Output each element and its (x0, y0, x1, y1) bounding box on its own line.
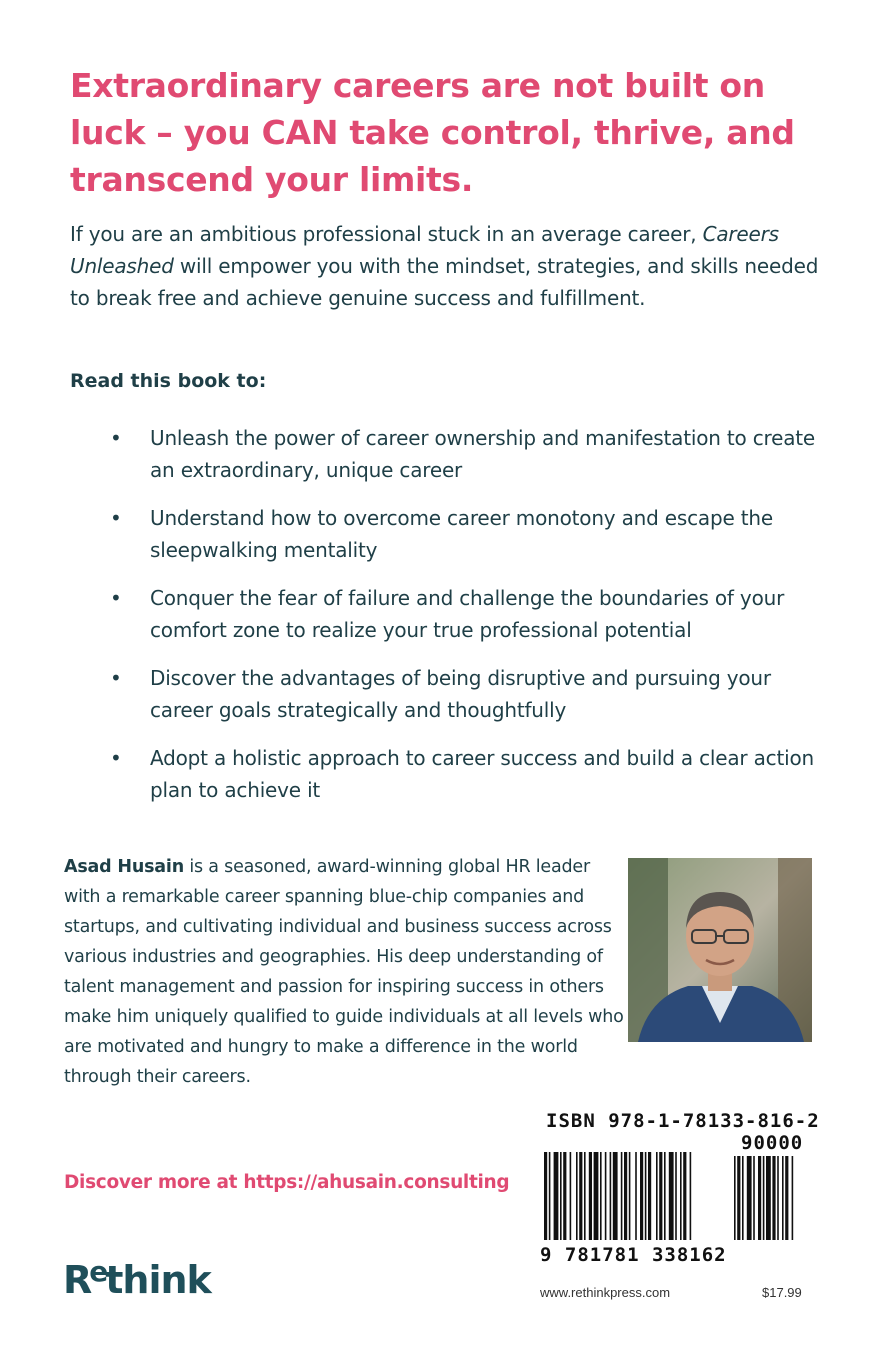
price: $17.99 (762, 1285, 802, 1300)
author-bio (64, 852, 624, 1092)
intro-text-end: will empower you with the mindset, strategies, and skills needed to break free and achieve genuine success and fulfillment. (70, 254, 819, 310)
list-item-text: Understand how to overcome career monotony and escape the sleepwalking mentality (150, 506, 773, 562)
author-bio-text: is a seasoned, award-winning global HR leader with a remarkable career spanning blue-chip companies and startups, and cultivating individual and business success across various industries and geographies. His deep understanding of talent management and passion for inspiring success in others make him uniquely qualified to guide individuals at all levels who are motivated and hungry to make a difference in the world through their careers. (64, 857, 624, 1087)
bullet-icon: • (110, 586, 122, 610)
barcode-icon (538, 1152, 814, 1246)
list-item (110, 662, 830, 726)
list-item-text: Conquer the fear of failure and challenge the boundaries of your comfort zone to realize your true professional potential (150, 586, 785, 642)
bullet-icon: • (110, 666, 122, 690)
author-photo (628, 858, 812, 1042)
list-item (110, 742, 830, 806)
bullet-icon: • (110, 506, 122, 530)
list-item (110, 422, 830, 486)
logo-prefix: R (63, 1258, 92, 1302)
intro-paragraph (70, 218, 830, 314)
isbn-label: ISBN 978-1-78133-816-2 (546, 1110, 820, 1132)
intro-text-start: If you are an ambitious professional stuck in an average career, (70, 222, 703, 246)
author-portrait-icon (628, 858, 812, 1042)
publisher-website: www.rethinkpress.com (540, 1285, 671, 1300)
logo-suffix: think (105, 1258, 211, 1302)
list-item-text: Unleash the power of career ownership and manifestation to create an extraordinary, unique career (150, 426, 816, 482)
benefit-list (110, 422, 830, 822)
list-item-text: Adopt a holistic approach to career success and build a clear action plan to achieve it (150, 746, 814, 802)
list-item-text: Discover the advantages of being disruptive and pursuing your career goals strategically and thoughtfully (150, 666, 771, 722)
barcode-digits: 9 781781 338162 (540, 1244, 727, 1266)
price-code: 90000 (741, 1132, 804, 1154)
headline: Extraordinary careers are not built on luck – you CAN take control, thrive, and transcend your limits. (70, 66, 795, 199)
logo-sup: e (89, 1255, 108, 1288)
book-title: Careers Unleashed (70, 222, 779, 278)
bullet-icon: • (110, 426, 122, 450)
read-heading: Read this book to: (70, 370, 267, 392)
website-link[interactable]: Discover more at https://ahusain.consulting (64, 1172, 510, 1193)
bullet-icon: • (110, 746, 122, 770)
list-item (110, 502, 830, 566)
author-name: Asad Husain (64, 857, 184, 877)
list-item (110, 582, 830, 646)
rethink-logo (63, 1255, 211, 1302)
